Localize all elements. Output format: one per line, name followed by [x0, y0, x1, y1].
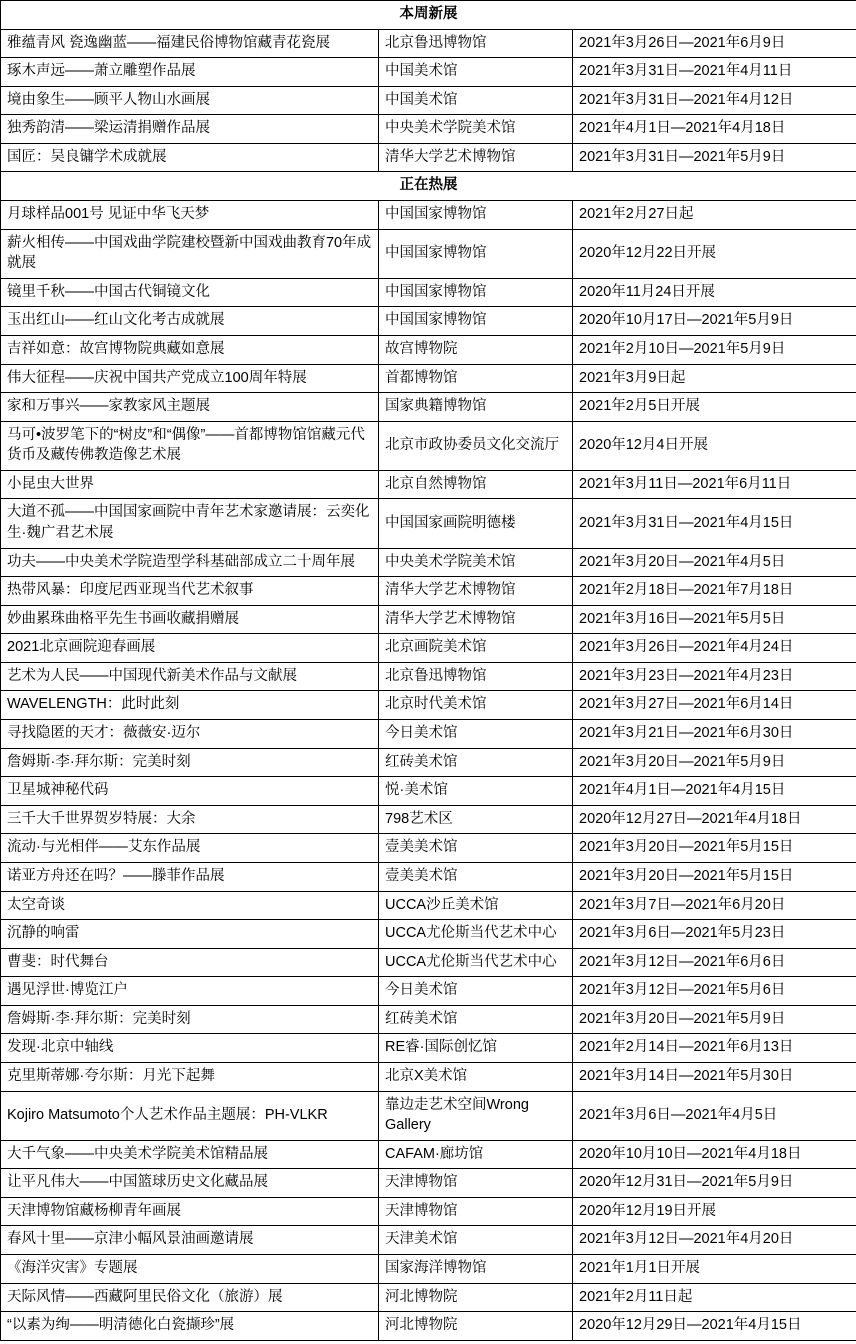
exhibition-title-cell: 天津博物馆藏杨柳青年画展 [1, 1197, 379, 1226]
exhibition-title-cell: 太空奇谈 [1, 891, 379, 920]
exhibition-title-cell: 三千大千世界贺岁特展：大余 [1, 805, 379, 834]
exhibition-title-cell: 艺术为人民——中国现代新美术作品与文献展 [1, 662, 379, 691]
section-header-row [1, 172, 856, 201]
exhibition-title-cell: 大千气象——中央美术学院美术馆精品展 [1, 1140, 379, 1169]
table-row [1, 1005, 856, 1034]
table-row [1, 1197, 856, 1226]
table-row [1, 862, 856, 891]
exhibition-title-cell: 月球样品001号 见证中华飞天梦 [1, 201, 379, 230]
exhibition-venue-cell: 中国国家画院明德楼 [379, 499, 573, 548]
table-row [1, 86, 856, 115]
table-row [1, 748, 856, 777]
exhibition-date-cell: 2021年3月26日—2021年6月9日 [573, 29, 856, 58]
exhibition-title-cell: 《海洋灾害》专题展 [1, 1255, 379, 1284]
exhibition-title-cell: 热带风暴：印度尼西亚现当代艺术叙事 [1, 577, 379, 606]
exhibition-date-cell: 2021年3月9日起 [573, 364, 856, 393]
table-row [1, 115, 856, 144]
exhibition-date-cell: 2021年3月12日—2021年5月6日 [573, 977, 856, 1006]
exhibition-venue-cell: 故宫博物院 [379, 335, 573, 364]
exhibition-date-cell: 2020年12月4日开展 [573, 421, 856, 470]
exhibition-title-cell: 境由象生——顾平人物山水画展 [1, 86, 379, 115]
exhibition-date-cell: 2020年10月10日—2021年4月18日 [573, 1140, 856, 1169]
exhibition-venue-cell: UCCA沙丘美术馆 [379, 891, 573, 920]
exhibition-title-cell: “以素为绚——明清德化白瓷撷珍”展 [1, 1312, 379, 1341]
exhibition-title-cell: 家和万事兴——家教家风主题展 [1, 393, 379, 422]
table-row [1, 634, 856, 663]
exhibition-date-cell: 2021年3月31日—2021年4月15日 [573, 499, 856, 548]
exhibition-date-cell: 2021年3月6日—2021年4月5日 [573, 1091, 856, 1140]
table-row [1, 201, 856, 230]
exhibition-venue-cell: UCCA尤伦斯当代艺术中心 [379, 920, 573, 949]
exhibition-title-cell: 琢木声远——萧立雕塑作品展 [1, 58, 379, 87]
table-row [1, 1034, 856, 1063]
exhibition-date-cell: 2020年11月24日开展 [573, 278, 856, 307]
exhibition-date-cell: 2021年3月31日—2021年4月11日 [573, 58, 856, 87]
exhibition-venue-cell: 天津博物馆 [379, 1169, 573, 1198]
exhibition-date-cell: 2021年3月11日—2021年6月11日 [573, 470, 856, 499]
table-row [1, 948, 856, 977]
exhibition-date-cell: 2021年3月31日—2021年5月9日 [573, 143, 856, 172]
exhibition-date-cell: 2021年3月21日—2021年6月30日 [573, 720, 856, 749]
exhibition-title-cell: 詹姆斯·李·拜尔斯：完美时刻 [1, 748, 379, 777]
exhibition-venue-cell: CAFAM·廊坊馆 [379, 1140, 573, 1169]
exhibition-date-cell: 2021年2月11日起 [573, 1283, 856, 1312]
exhibition-title-cell: 春风十里——京津小幅风景油画邀请展 [1, 1226, 379, 1255]
exhibition-venue-cell: 中国美术馆 [379, 86, 573, 115]
exhibition-title-cell: 诺亚方舟还在吗？——滕菲作品展 [1, 862, 379, 891]
section-header-label: 正在热展 [1, 172, 856, 201]
exhibition-venue-cell: 清华大学艺术博物馆 [379, 577, 573, 606]
table-row [1, 577, 856, 606]
table-row [1, 1312, 856, 1341]
exhibition-date-cell: 2021年3月12日—2021年4月20日 [573, 1226, 856, 1255]
exhibition-title-cell: 流动·与光相伴——艾东作品展 [1, 834, 379, 863]
exhibition-venue-cell: RE睿·国际创忆馆 [379, 1034, 573, 1063]
exhibition-venue-cell: 北京鲁迅博物馆 [379, 29, 573, 58]
exhibition-date-cell: 2021年3月20日—2021年4月5日 [573, 548, 856, 577]
exhibition-venue-cell: 中央美术学院美术馆 [379, 548, 573, 577]
exhibition-venue-cell: 中国国家博物馆 [379, 229, 573, 278]
exhibition-venue-cell: 首都博物馆 [379, 364, 573, 393]
exhibition-venue-cell: 壹美美术馆 [379, 862, 573, 891]
table-row [1, 1062, 856, 1091]
table-row [1, 720, 856, 749]
exhibition-date-cell: 2021年4月1日—2021年4月18日 [573, 115, 856, 144]
exhibition-date-cell: 2021年3月23日—2021年4月23日 [573, 662, 856, 691]
table-row [1, 364, 856, 393]
exhibition-title-cell: 寻找隐匿的天才：薇薇安·迈尔 [1, 720, 379, 749]
exhibition-venue-cell: 中国美术馆 [379, 58, 573, 87]
table-row [1, 307, 856, 336]
exhibition-venue-cell: 中国国家博物馆 [379, 307, 573, 336]
exhibition-venue-cell: 靠边走艺术空间Wrong Gallery [379, 1091, 573, 1140]
table-row [1, 143, 856, 172]
exhibition-date-cell: 2021年3月26日—2021年4月24日 [573, 634, 856, 663]
exhibition-date-cell: 2021年3月16日—2021年5月5日 [573, 605, 856, 634]
exhibition-title-cell: 镜里千秋——中国古代铜镜文化 [1, 278, 379, 307]
exhibition-title-cell: 伟大征程——庆祝中国共产党成立100周年特展 [1, 364, 379, 393]
table-row [1, 605, 856, 634]
table-row [1, 891, 856, 920]
exhibition-venue-cell: 今日美术馆 [379, 977, 573, 1006]
exhibition-title-cell: 詹姆斯·李·拜尔斯：完美时刻 [1, 1005, 379, 1034]
exhibition-title-cell: 沉静的响雷 [1, 920, 379, 949]
table-row [1, 29, 856, 58]
table-row [1, 977, 856, 1006]
exhibition-title-cell: 独秀韵清——梁运清捐赠作品展 [1, 115, 379, 144]
exhibition-date-cell: 2021年2月5日开展 [573, 393, 856, 422]
table-row [1, 920, 856, 949]
exhibition-date-cell: 2021年2月18日—2021年7月18日 [573, 577, 856, 606]
exhibition-title-cell: 玉出红山——红山文化考古成就展 [1, 307, 379, 336]
exhibition-date-cell: 2021年2月27日起 [573, 201, 856, 230]
exhibition-date-cell: 2021年2月10日—2021年5月9日 [573, 335, 856, 364]
table-row [1, 777, 856, 806]
exhibition-venue-cell: 天津博物馆 [379, 1197, 573, 1226]
exhibition-date-cell: 2021年3月12日—2021年6月6日 [573, 948, 856, 977]
table-row [1, 1255, 856, 1284]
exhibition-title-cell: 小昆虫大世界 [1, 470, 379, 499]
exhibition-title-cell: 雅蕴青风 瓷逸幽蓝——福建民俗博物馆藏青花瓷展 [1, 29, 379, 58]
exhibition-venue-cell: 国家典籍博物馆 [379, 393, 573, 422]
exhibition-date-cell: 2020年12月31日—2021年5月9日 [573, 1169, 856, 1198]
exhibition-date-cell: 2021年3月6日—2021年5月23日 [573, 920, 856, 949]
exhibition-title-cell: 遇见浮世·博览江户 [1, 977, 379, 1006]
table-row [1, 691, 856, 720]
exhibition-date-cell: 2021年3月14日—2021年5月30日 [573, 1062, 856, 1091]
table-row [1, 834, 856, 863]
exhibition-title-cell: Kojiro Matsumoto个人艺术作品主题展：PH-VLKR [1, 1091, 379, 1140]
section-header-row [1, 1, 856, 30]
exhibition-venue-cell: 红砖美术馆 [379, 1005, 573, 1034]
exhibition-title-cell: 薪火相传——中国戏曲学院建校暨新中国戏曲教育70年成就展 [1, 229, 379, 278]
exhibition-title-cell: 妙曲累珠曲格平先生书画收藏捐赠展 [1, 605, 379, 634]
exhibition-venue-cell: 中国国家博物馆 [379, 278, 573, 307]
table-row [1, 548, 856, 577]
exhibition-title-cell: 克里斯蒂娜·夸尔斯：月光下起舞 [1, 1062, 379, 1091]
table-body [1, 1, 856, 1341]
exhibition-venue-cell: 今日美术馆 [379, 720, 573, 749]
exhibition-date-cell: 2020年12月29日—2021年4月15日 [573, 1312, 856, 1341]
exhibition-venue-cell: 清华大学艺术博物馆 [379, 605, 573, 634]
exhibition-venue-cell: 国家海洋博物馆 [379, 1255, 573, 1284]
exhibition-venue-cell: 悦·美术馆 [379, 777, 573, 806]
exhibition-date-cell: 2020年12月22日开展 [573, 229, 856, 278]
exhibition-date-cell: 2020年12月27日—2021年4月18日 [573, 805, 856, 834]
exhibition-venue-cell: 河北博物院 [379, 1312, 573, 1341]
exhibition-venue-cell: 北京X美术馆 [379, 1062, 573, 1091]
exhibition-venue-cell: 北京鲁迅博物馆 [379, 662, 573, 691]
exhibition-venue-cell: UCCA尤伦斯当代艺术中心 [379, 948, 573, 977]
exhibition-title-cell: 国匠：吴良镛学术成就展 [1, 143, 379, 172]
exhibition-title-cell: 马可•波罗笔下的“树皮”和“偶像”——首都博物馆馆藏元代货币及藏传佛教造像艺术展 [1, 421, 379, 470]
exhibition-date-cell: 2021年2月14日—2021年6月13日 [573, 1034, 856, 1063]
exhibition-date-cell: 2021年3月20日—2021年5月9日 [573, 1005, 856, 1034]
exhibition-venue-cell: 河北博物院 [379, 1283, 573, 1312]
table-row [1, 1169, 856, 1198]
exhibition-date-cell: 2021年3月20日—2021年5月15日 [573, 862, 856, 891]
exhibition-title-cell: 功夫——中央美术学院造型学科基础部成立二十周年展 [1, 548, 379, 577]
exhibition-title-cell: 曹斐：时代舞台 [1, 948, 379, 977]
table-row [1, 662, 856, 691]
table-row [1, 335, 856, 364]
exhibition-title-cell: 卫星城神秘代码 [1, 777, 379, 806]
table-row [1, 470, 856, 499]
exhibition-title-cell: WAVELENGTH：此时此刻 [1, 691, 379, 720]
exhibition-date-cell: 2021年3月20日—2021年5月15日 [573, 834, 856, 863]
exhibition-date-cell: 2020年12月19日开展 [573, 1197, 856, 1226]
exhibition-venue-cell: 红砖美术馆 [379, 748, 573, 777]
section-header-label: 本周新展 [1, 1, 856, 30]
table-row [1, 1091, 856, 1140]
table-row [1, 1226, 856, 1255]
exhibition-venue-cell: 清华大学艺术博物馆 [379, 143, 573, 172]
exhibition-date-cell: 2021年3月7日—2021年6月20日 [573, 891, 856, 920]
table-row [1, 1283, 856, 1312]
exhibition-date-cell: 2021年3月20日—2021年5月9日 [573, 748, 856, 777]
table-row [1, 499, 856, 548]
exhibition-date-cell: 2021年3月31日—2021年4月12日 [573, 86, 856, 115]
exhibition-date-cell: 2021年4月1日—2021年4月15日 [573, 777, 856, 806]
table-row [1, 229, 856, 278]
exhibition-title-cell: 天际风情——西藏阿里民俗文化（旅游）展 [1, 1283, 379, 1312]
table-row [1, 58, 856, 87]
exhibition-title-cell: 大道不孤——中国国家画院中青年艺术家邀请展：云奕化生·魏广君艺术展 [1, 499, 379, 548]
exhibition-date-cell: 2021年3月27日—2021年6月14日 [573, 691, 856, 720]
exhibition-date-cell: 2020年10月17日—2021年5月9日 [573, 307, 856, 336]
exhibition-venue-cell: 北京市政协委员文化交流厅 [379, 421, 573, 470]
table-row [1, 278, 856, 307]
exhibition-date-cell: 2021年1月1日开展 [573, 1255, 856, 1284]
exhibition-venue-cell: 中国国家博物馆 [379, 201, 573, 230]
exhibition-venue-cell: 壹美美术馆 [379, 834, 573, 863]
exhibition-title-cell: 发现·北京中轴线 [1, 1034, 379, 1063]
exhibition-venue-cell: 中央美术学院美术馆 [379, 115, 573, 144]
exhibition-title-cell: 2021北京画院迎春画展 [1, 634, 379, 663]
exhibition-venue-cell: 北京自然博物馆 [379, 470, 573, 499]
table-row [1, 805, 856, 834]
exhibition-venue-cell: 798艺术区 [379, 805, 573, 834]
exhibition-venue-cell: 天津美术馆 [379, 1226, 573, 1255]
exhibition-title-cell: 让平凡伟大——中国篮球历史文化藏品展 [1, 1169, 379, 1198]
exhibition-venue-cell: 北京时代美术馆 [379, 691, 573, 720]
table-row [1, 421, 856, 470]
exhibition-venue-cell: 北京画院美术馆 [379, 634, 573, 663]
table-row [1, 393, 856, 422]
exhibition-title-cell: 吉祥如意：故宫博物院典藏如意展 [1, 335, 379, 364]
table-row [1, 1140, 856, 1169]
